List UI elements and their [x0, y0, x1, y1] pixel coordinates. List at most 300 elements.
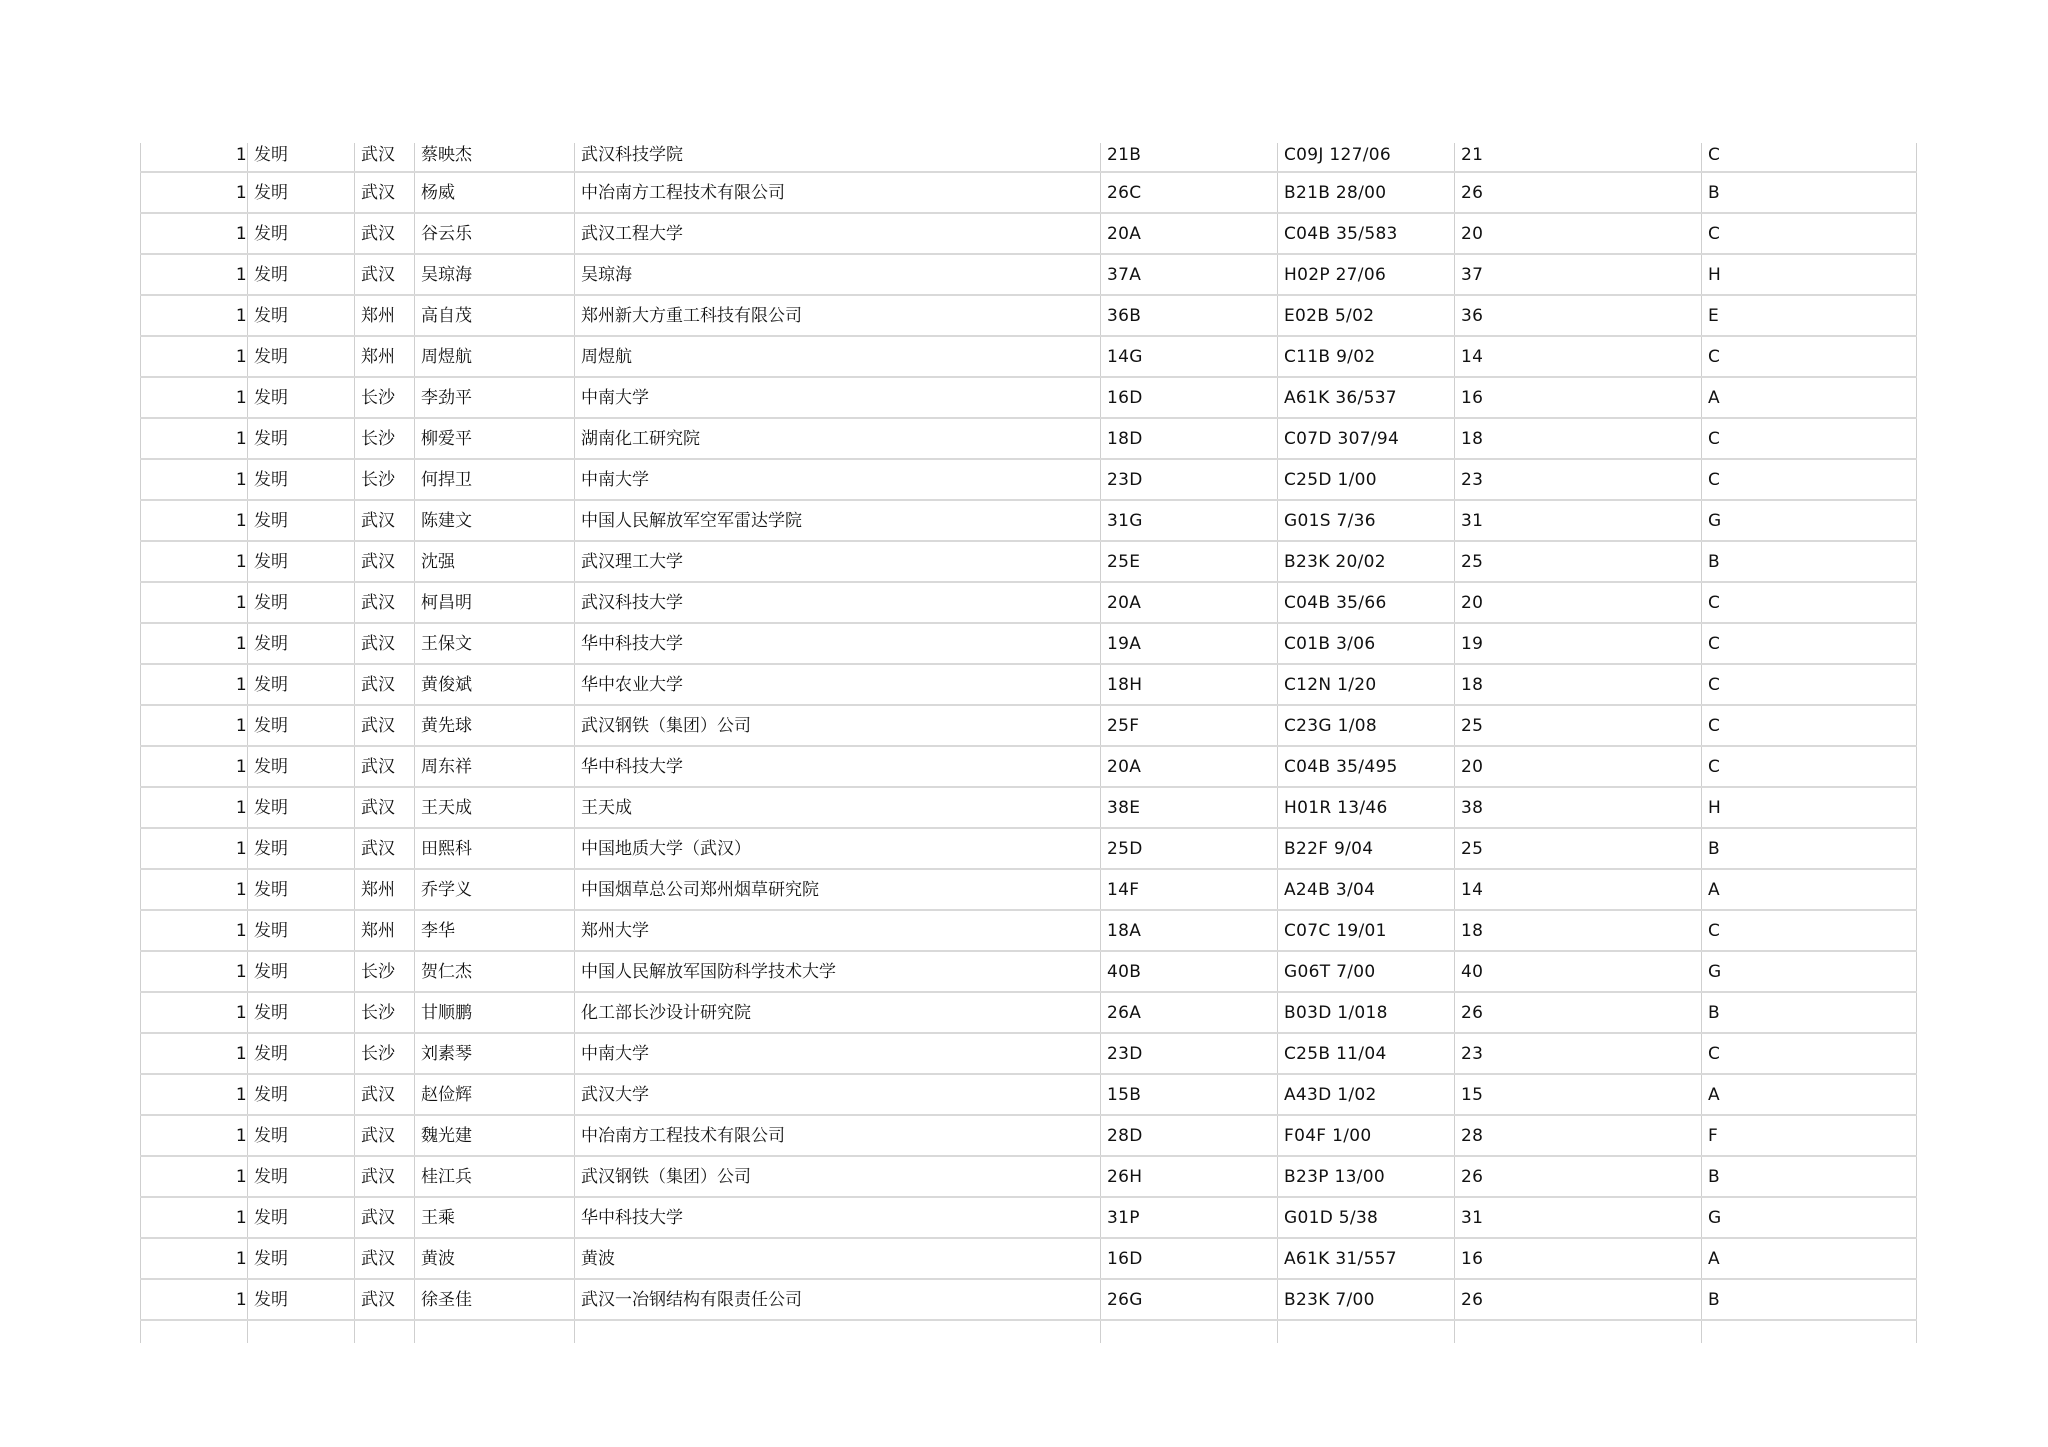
cell-class-code: 31P	[1101, 1197, 1278, 1238]
cell-inventor: 周东祥	[415, 746, 575, 787]
cell-city: 武汉	[355, 143, 415, 172]
table-row	[141, 143, 1917, 172]
cell-class-number: 23	[1455, 459, 1702, 500]
empty-cell	[1455, 1320, 1702, 1343]
table-row	[141, 582, 1917, 623]
cell-class-number: 26	[1455, 1156, 1702, 1197]
table-row	[141, 1156, 1917, 1197]
cell-count: 1	[141, 1115, 248, 1156]
cell-applicant: 湖南化工研究院	[575, 418, 1101, 459]
cell-city: 武汉	[355, 664, 415, 705]
cell-class-code: 28D	[1101, 1115, 1278, 1156]
cell-count: 1	[141, 213, 248, 254]
cell-ipc-code: C23G 1/08	[1278, 705, 1455, 746]
cell-section: C	[1702, 746, 1917, 787]
cell-section: B	[1702, 541, 1917, 582]
cell-patent-type: 发明	[248, 951, 355, 992]
cell-class-number: 15	[1455, 1074, 1702, 1115]
table-body	[141, 143, 1917, 1343]
cell-count: 1	[141, 377, 248, 418]
cell-class-code: 23D	[1101, 1033, 1278, 1074]
cell-applicant: 华中科技大学	[575, 623, 1101, 664]
cell-city: 郑州	[355, 910, 415, 951]
cell-patent-type: 发明	[248, 1156, 355, 1197]
cell-city: 武汉	[355, 254, 415, 295]
cell-class-number: 25	[1455, 541, 1702, 582]
cell-city: 武汉	[355, 172, 415, 213]
cell-class-number: 18	[1455, 418, 1702, 459]
cell-count: 1	[141, 869, 248, 910]
cell-class-number: 20	[1455, 582, 1702, 623]
cell-count: 1	[141, 951, 248, 992]
cell-inventor: 魏光建	[415, 1115, 575, 1156]
cell-inventor: 高自茂	[415, 295, 575, 336]
cell-inventor: 谷云乐	[415, 213, 575, 254]
empty-cell	[141, 1320, 248, 1343]
cell-class-code: 16D	[1101, 1238, 1278, 1279]
cell-count: 1	[141, 1074, 248, 1115]
cell-inventor: 乔学义	[415, 869, 575, 910]
cell-class-code: 20A	[1101, 213, 1278, 254]
cell-ipc-code: A61K 36/537	[1278, 377, 1455, 418]
cell-ipc-code: C01B 3/06	[1278, 623, 1455, 664]
cell-ipc-code: A24B 3/04	[1278, 869, 1455, 910]
cell-class-number: 26	[1455, 1279, 1702, 1320]
cell-class-code: 19A	[1101, 623, 1278, 664]
cell-class-code: 16D	[1101, 377, 1278, 418]
table-row	[141, 459, 1917, 500]
cell-inventor: 王乘	[415, 1197, 575, 1238]
cell-inventor: 李华	[415, 910, 575, 951]
cell-count: 1	[141, 623, 248, 664]
cell-count: 1	[141, 910, 248, 951]
table-row	[141, 418, 1917, 459]
cell-ipc-code: A43D 1/02	[1278, 1074, 1455, 1115]
cell-ipc-code: A61K 31/557	[1278, 1238, 1455, 1279]
cell-count: 1	[141, 705, 248, 746]
cell-class-code: 23D	[1101, 459, 1278, 500]
cell-class-code: 25E	[1101, 541, 1278, 582]
cell-inventor: 黄波	[415, 1238, 575, 1279]
table-row	[141, 1074, 1917, 1115]
cell-city: 长沙	[355, 951, 415, 992]
cell-patent-type: 发明	[248, 828, 355, 869]
cell-city: 郑州	[355, 869, 415, 910]
cell-patent-type: 发明	[248, 992, 355, 1033]
cell-city: 武汉	[355, 1156, 415, 1197]
cell-count: 1	[141, 1033, 248, 1074]
cell-class-number: 28	[1455, 1115, 1702, 1156]
cell-ipc-code: C04B 35/495	[1278, 746, 1455, 787]
cell-inventor: 桂江兵	[415, 1156, 575, 1197]
cell-city: 武汉	[355, 828, 415, 869]
table-row	[141, 1115, 1917, 1156]
cell-class-code: 26G	[1101, 1279, 1278, 1320]
cell-class-number: 37	[1455, 254, 1702, 295]
cell-section: A	[1702, 377, 1917, 418]
cell-count: 1	[141, 143, 248, 172]
table-row	[141, 787, 1917, 828]
cell-ipc-code: C09J 127/06	[1278, 143, 1455, 172]
table-row	[141, 910, 1917, 951]
cell-city: 武汉	[355, 1074, 415, 1115]
cell-class-code: 14G	[1101, 336, 1278, 377]
cell-ipc-code: G06T 7/00	[1278, 951, 1455, 992]
cell-class-code: 26C	[1101, 172, 1278, 213]
cell-patent-type: 发明	[248, 664, 355, 705]
table-row	[141, 1238, 1917, 1279]
table-row	[141, 254, 1917, 295]
cell-class-number: 31	[1455, 1197, 1702, 1238]
cell-patent-type: 发明	[248, 910, 355, 951]
cell-class-code: 25D	[1101, 828, 1278, 869]
cell-city: 郑州	[355, 336, 415, 377]
spreadsheet-sheet	[140, 143, 1916, 1343]
cell-patent-type: 发明	[248, 1074, 355, 1115]
cell-section: C	[1702, 213, 1917, 254]
cell-ipc-code: B03D 1/018	[1278, 992, 1455, 1033]
cell-section: B	[1702, 828, 1917, 869]
cell-ipc-code: B23K 7/00	[1278, 1279, 1455, 1320]
cell-patent-type: 发明	[248, 705, 355, 746]
cell-city: 郑州	[355, 295, 415, 336]
cell-applicant: 中国地质大学（武汉）	[575, 828, 1101, 869]
cell-class-code: 18D	[1101, 418, 1278, 459]
cell-patent-type: 发明	[248, 1279, 355, 1320]
table-row	[141, 664, 1917, 705]
cell-applicant: 化工部长沙设计研究院	[575, 992, 1101, 1033]
cell-inventor: 蔡映杰	[415, 143, 575, 172]
cell-inventor: 吴琼海	[415, 254, 575, 295]
cell-section: B	[1702, 172, 1917, 213]
cell-inventor: 柯昌明	[415, 582, 575, 623]
cell-section: C	[1702, 143, 1917, 172]
cell-class-number: 14	[1455, 869, 1702, 910]
cell-patent-type: 发明	[248, 143, 355, 172]
cell-applicant: 华中科技大学	[575, 1197, 1101, 1238]
cell-count: 1	[141, 336, 248, 377]
empty-cell	[355, 1320, 415, 1343]
cell-section: B	[1702, 1279, 1917, 1320]
cell-applicant: 中冶南方工程技术有限公司	[575, 1115, 1101, 1156]
table-row	[141, 1279, 1917, 1320]
cell-class-code: 20A	[1101, 746, 1278, 787]
cell-inventor: 刘素琴	[415, 1033, 575, 1074]
empty-cell	[1278, 1320, 1455, 1343]
cell-section: C	[1702, 336, 1917, 377]
cell-class-number: 38	[1455, 787, 1702, 828]
cell-section: G	[1702, 1197, 1917, 1238]
cell-class-number: 20	[1455, 213, 1702, 254]
cell-class-code: 37A	[1101, 254, 1278, 295]
cell-ipc-code: C07D 307/94	[1278, 418, 1455, 459]
cell-applicant: 武汉理工大学	[575, 541, 1101, 582]
cell-class-number: 16	[1455, 1238, 1702, 1279]
cell-applicant: 中南大学	[575, 459, 1101, 500]
cell-class-number: 25	[1455, 828, 1702, 869]
cell-section: A	[1702, 1074, 1917, 1115]
cell-class-number: 19	[1455, 623, 1702, 664]
cell-class-number: 26	[1455, 992, 1702, 1033]
cell-applicant: 武汉一冶钢结构有限责任公司	[575, 1279, 1101, 1320]
cell-inventor: 何捍卫	[415, 459, 575, 500]
cell-patent-type: 发明	[248, 1238, 355, 1279]
cell-class-number: 31	[1455, 500, 1702, 541]
cell-class-number: 20	[1455, 746, 1702, 787]
cell-city: 武汉	[355, 623, 415, 664]
cell-count: 1	[141, 746, 248, 787]
table-row	[141, 951, 1917, 992]
cell-inventor: 王保文	[415, 623, 575, 664]
cell-section: C	[1702, 705, 1917, 746]
cell-section: E	[1702, 295, 1917, 336]
cell-ipc-code: B23K 20/02	[1278, 541, 1455, 582]
cell-inventor: 沈强	[415, 541, 575, 582]
cell-applicant: 中南大学	[575, 1033, 1101, 1074]
cell-section: C	[1702, 1033, 1917, 1074]
cell-city: 武汉	[355, 1115, 415, 1156]
cell-count: 1	[141, 582, 248, 623]
cell-patent-type: 发明	[248, 787, 355, 828]
cell-ipc-code: G01D 5/38	[1278, 1197, 1455, 1238]
cell-ipc-code: C25D 1/00	[1278, 459, 1455, 500]
cell-city: 武汉	[355, 787, 415, 828]
cell-patent-type: 发明	[248, 418, 355, 459]
cell-patent-type: 发明	[248, 172, 355, 213]
cell-ipc-code: C12N 1/20	[1278, 664, 1455, 705]
cell-applicant: 黄波	[575, 1238, 1101, 1279]
cell-patent-type: 发明	[248, 500, 355, 541]
cell-count: 1	[141, 992, 248, 1033]
cell-class-code: 18A	[1101, 910, 1278, 951]
table-row	[141, 295, 1917, 336]
cell-patent-type: 发明	[248, 582, 355, 623]
cell-class-code: 20A	[1101, 582, 1278, 623]
cell-ipc-code: C04B 35/583	[1278, 213, 1455, 254]
cell-applicant: 中国人民解放军国防科学技术大学	[575, 951, 1101, 992]
empty-row	[141, 1320, 1917, 1343]
cell-section: C	[1702, 582, 1917, 623]
cell-class-code: 25F	[1101, 705, 1278, 746]
cell-inventor: 黄俊斌	[415, 664, 575, 705]
empty-cell	[575, 1320, 1101, 1343]
cell-section: C	[1702, 459, 1917, 500]
cell-patent-type: 发明	[248, 459, 355, 500]
cell-inventor: 贺仁杰	[415, 951, 575, 992]
cell-class-number: 14	[1455, 336, 1702, 377]
cell-city: 长沙	[355, 1033, 415, 1074]
cell-class-number: 23	[1455, 1033, 1702, 1074]
cell-inventor: 陈建文	[415, 500, 575, 541]
cell-section: H	[1702, 787, 1917, 828]
table-row	[141, 172, 1917, 213]
cell-city: 武汉	[355, 213, 415, 254]
empty-cell	[415, 1320, 575, 1343]
cell-city: 长沙	[355, 377, 415, 418]
cell-applicant: 中国烟草总公司郑州烟草研究院	[575, 869, 1101, 910]
empty-cell	[1101, 1320, 1278, 1343]
cell-ipc-code: F04F 1/00	[1278, 1115, 1455, 1156]
table-row	[141, 828, 1917, 869]
cell-section: B	[1702, 1156, 1917, 1197]
cell-class-code: 38E	[1101, 787, 1278, 828]
cell-applicant: 华中科技大学	[575, 746, 1101, 787]
cell-applicant: 郑州大学	[575, 910, 1101, 951]
table-row	[141, 336, 1917, 377]
cell-city: 武汉	[355, 582, 415, 623]
cell-applicant: 王天成	[575, 787, 1101, 828]
empty-cell	[1702, 1320, 1917, 1343]
cell-city: 武汉	[355, 746, 415, 787]
cell-section: G	[1702, 951, 1917, 992]
cell-count: 1	[141, 295, 248, 336]
cell-section: A	[1702, 1238, 1917, 1279]
table-row	[141, 1197, 1917, 1238]
cell-class-number: 16	[1455, 377, 1702, 418]
cell-patent-type: 发明	[248, 623, 355, 664]
cell-class-code: 21B	[1101, 143, 1278, 172]
table-row	[141, 377, 1917, 418]
cell-patent-type: 发明	[248, 541, 355, 582]
cell-class-code: 18H	[1101, 664, 1278, 705]
cell-inventor: 黄先球	[415, 705, 575, 746]
cell-city: 武汉	[355, 500, 415, 541]
cell-applicant: 中国人民解放军空军雷达学院	[575, 500, 1101, 541]
cell-patent-type: 发明	[248, 295, 355, 336]
cell-section: C	[1702, 418, 1917, 459]
cell-patent-type: 发明	[248, 377, 355, 418]
cell-applicant: 中南大学	[575, 377, 1101, 418]
cell-inventor: 王天成	[415, 787, 575, 828]
cell-city: 武汉	[355, 1279, 415, 1320]
cell-ipc-code: H01R 13/46	[1278, 787, 1455, 828]
cell-inventor: 甘顺鹏	[415, 992, 575, 1033]
cell-class-code: 40B	[1101, 951, 1278, 992]
cell-patent-type: 发明	[248, 254, 355, 295]
cell-count: 1	[141, 1197, 248, 1238]
cell-patent-type: 发明	[248, 1197, 355, 1238]
cell-ipc-code: G01S 7/36	[1278, 500, 1455, 541]
cell-city: 武汉	[355, 705, 415, 746]
cell-class-number: 40	[1455, 951, 1702, 992]
cell-patent-type: 发明	[248, 1033, 355, 1074]
cell-count: 1	[141, 254, 248, 295]
cell-applicant: 武汉科技学院	[575, 143, 1101, 172]
cell-city: 武汉	[355, 541, 415, 582]
table-row	[141, 623, 1917, 664]
cell-section: B	[1702, 992, 1917, 1033]
cell-applicant: 武汉钢铁（集团）公司	[575, 1156, 1101, 1197]
cell-class-code: 36B	[1101, 295, 1278, 336]
cell-inventor: 李劲平	[415, 377, 575, 418]
cell-count: 1	[141, 541, 248, 582]
cell-city: 长沙	[355, 459, 415, 500]
cell-patent-type: 发明	[248, 869, 355, 910]
cell-city: 长沙	[355, 992, 415, 1033]
cell-ipc-code: B21B 28/00	[1278, 172, 1455, 213]
table-row	[141, 869, 1917, 910]
cell-count: 1	[141, 418, 248, 459]
cell-applicant: 武汉科技大学	[575, 582, 1101, 623]
table-row	[141, 746, 1917, 787]
cell-city: 长沙	[355, 418, 415, 459]
cell-section: F	[1702, 1115, 1917, 1156]
cell-patent-type: 发明	[248, 336, 355, 377]
cell-inventor: 田熙科	[415, 828, 575, 869]
cell-city: 武汉	[355, 1197, 415, 1238]
cell-class-number: 26	[1455, 172, 1702, 213]
cell-applicant: 中冶南方工程技术有限公司	[575, 172, 1101, 213]
cell-count: 1	[141, 1238, 248, 1279]
cell-patent-type: 发明	[248, 1115, 355, 1156]
cell-count: 1	[141, 172, 248, 213]
cell-section: G	[1702, 500, 1917, 541]
cell-inventor: 周煜航	[415, 336, 575, 377]
cell-section: C	[1702, 623, 1917, 664]
cell-ipc-code: C07C 19/01	[1278, 910, 1455, 951]
cell-class-number: 21	[1455, 143, 1702, 172]
cell-applicant: 郑州新大方重工科技有限公司	[575, 295, 1101, 336]
cell-applicant: 武汉工程大学	[575, 213, 1101, 254]
cell-patent-type: 发明	[248, 746, 355, 787]
cell-city: 武汉	[355, 1238, 415, 1279]
cell-applicant: 武汉大学	[575, 1074, 1101, 1115]
cell-class-code: 15B	[1101, 1074, 1278, 1115]
cell-class-number: 18	[1455, 664, 1702, 705]
table-row	[141, 213, 1917, 254]
cell-count: 1	[141, 500, 248, 541]
cell-section: C	[1702, 910, 1917, 951]
cell-class-code: 31G	[1101, 500, 1278, 541]
table-row	[141, 541, 1917, 582]
cell-ipc-code: B22F 9/04	[1278, 828, 1455, 869]
cell-class-code: 26H	[1101, 1156, 1278, 1197]
cell-count: 1	[141, 1156, 248, 1197]
cell-ipc-code: H02P 27/06	[1278, 254, 1455, 295]
patent-table	[140, 143, 1917, 1343]
cell-inventor: 杨威	[415, 172, 575, 213]
cell-inventor: 赵俭辉	[415, 1074, 575, 1115]
cell-section: C	[1702, 664, 1917, 705]
cell-ipc-code: E02B 5/02	[1278, 295, 1455, 336]
cell-inventor: 徐圣佳	[415, 1279, 575, 1320]
cell-class-number: 18	[1455, 910, 1702, 951]
cell-applicant: 吴琼海	[575, 254, 1101, 295]
cell-count: 1	[141, 664, 248, 705]
cell-applicant: 华中农业大学	[575, 664, 1101, 705]
cell-inventor: 柳爱平	[415, 418, 575, 459]
cell-count: 1	[141, 787, 248, 828]
cell-class-code: 26A	[1101, 992, 1278, 1033]
cell-class-code: 14F	[1101, 869, 1278, 910]
table-row	[141, 1033, 1917, 1074]
cell-count: 1	[141, 828, 248, 869]
table-row	[141, 500, 1917, 541]
cell-class-number: 25	[1455, 705, 1702, 746]
cell-ipc-code: C04B 35/66	[1278, 582, 1455, 623]
cell-applicant: 周煜航	[575, 336, 1101, 377]
cell-section: H	[1702, 254, 1917, 295]
table-row	[141, 705, 1917, 746]
cell-class-number: 36	[1455, 295, 1702, 336]
cell-ipc-code: B23P 13/00	[1278, 1156, 1455, 1197]
cell-ipc-code: C25B 11/04	[1278, 1033, 1455, 1074]
empty-cell	[248, 1320, 355, 1343]
cell-applicant: 武汉钢铁（集团）公司	[575, 705, 1101, 746]
cell-ipc-code: C11B 9/02	[1278, 336, 1455, 377]
cell-count: 1	[141, 1279, 248, 1320]
table-row	[141, 992, 1917, 1033]
